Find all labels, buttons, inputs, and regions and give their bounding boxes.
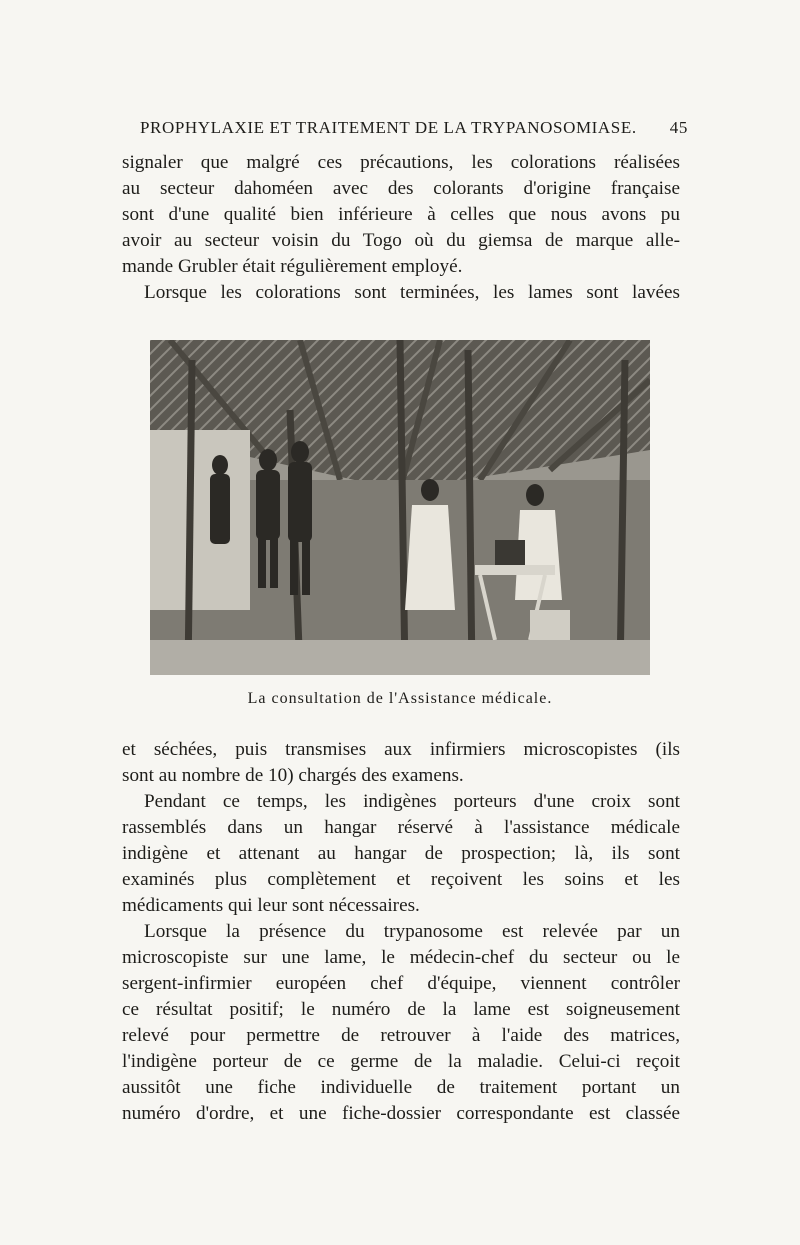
- photograph-consultation: [150, 340, 650, 675]
- text-line: Lorsque les colorations sont terminées, les lames sont lavées: [144, 282, 680, 303]
- text-line: sont au nombre de 10) chargés des examens.: [122, 765, 464, 786]
- text-line: ce résultat positif; le numéro de la lame est soigneusement: [122, 999, 680, 1020]
- text-line: Lorsque la présence du trypanosome est relevée par un: [144, 921, 680, 942]
- paragraph-2: [122, 789, 680, 919]
- running-head: [140, 118, 688, 138]
- figure-caption: La consultation de l'Assistance médicale.: [247, 690, 553, 707]
- text-line: signaler que malgré ces précautions, les colorations réalisées: [122, 152, 680, 173]
- text-line: au secteur dahoméen avec des colorants d'origine française: [122, 178, 680, 199]
- text-line: examinés plus complètement et reçoivent les soins et les: [122, 869, 680, 890]
- text-line: et séchées, puis transmises aux infirmiers microscopistes (ils: [122, 739, 680, 760]
- text-line: aussitôt une fiche individuelle de traitement portant un: [122, 1077, 680, 1098]
- running-title: PROPHYLAXIE ET TRAITEMENT DE LA TRYPANOSOMIASE.: [140, 118, 637, 137]
- text-line: microscopiste sur une lame, le médecin-chef du secteur ou le: [122, 947, 680, 968]
- text-line: médicaments qui leur sont nécessaires.: [122, 895, 420, 916]
- text-line: mande Grubler était régulièrement employé.: [122, 256, 463, 277]
- photo-illustration: [150, 340, 650, 675]
- text-line: indigène et attenant au hangar de prospection; là, ils sont: [122, 843, 680, 864]
- text-line: sont d'une qualité bien inférieure à celles que nous avons pu: [122, 204, 680, 225]
- page-number: 45: [669, 118, 688, 137]
- text-line: relevé pour permettre de retrouver à l'aide des matrices,: [122, 1025, 680, 1046]
- text-line: Pendant ce temps, les indigènes porteurs d'une croix sont: [144, 791, 680, 812]
- paragraph-3: [122, 919, 680, 1127]
- text-line: avoir au secteur voisin du Togo où du giemsa de marque alle-: [122, 230, 680, 251]
- paragraph-1: [122, 737, 680, 789]
- text-line: numéro d'ordre, et une fiche-dossier correspondante est classée: [122, 1103, 680, 1124]
- text-line: rassemblés dans un hangar réservé à l'assistance médicale: [122, 817, 680, 838]
- text-line: l'indigène porteur de ce germe de la maladie. Celui-ci reçoit: [122, 1051, 680, 1072]
- top-paragraph: [122, 150, 680, 306]
- text-line: sergent-infirmier européen chef d'équipe, viennent contrôler: [122, 973, 680, 994]
